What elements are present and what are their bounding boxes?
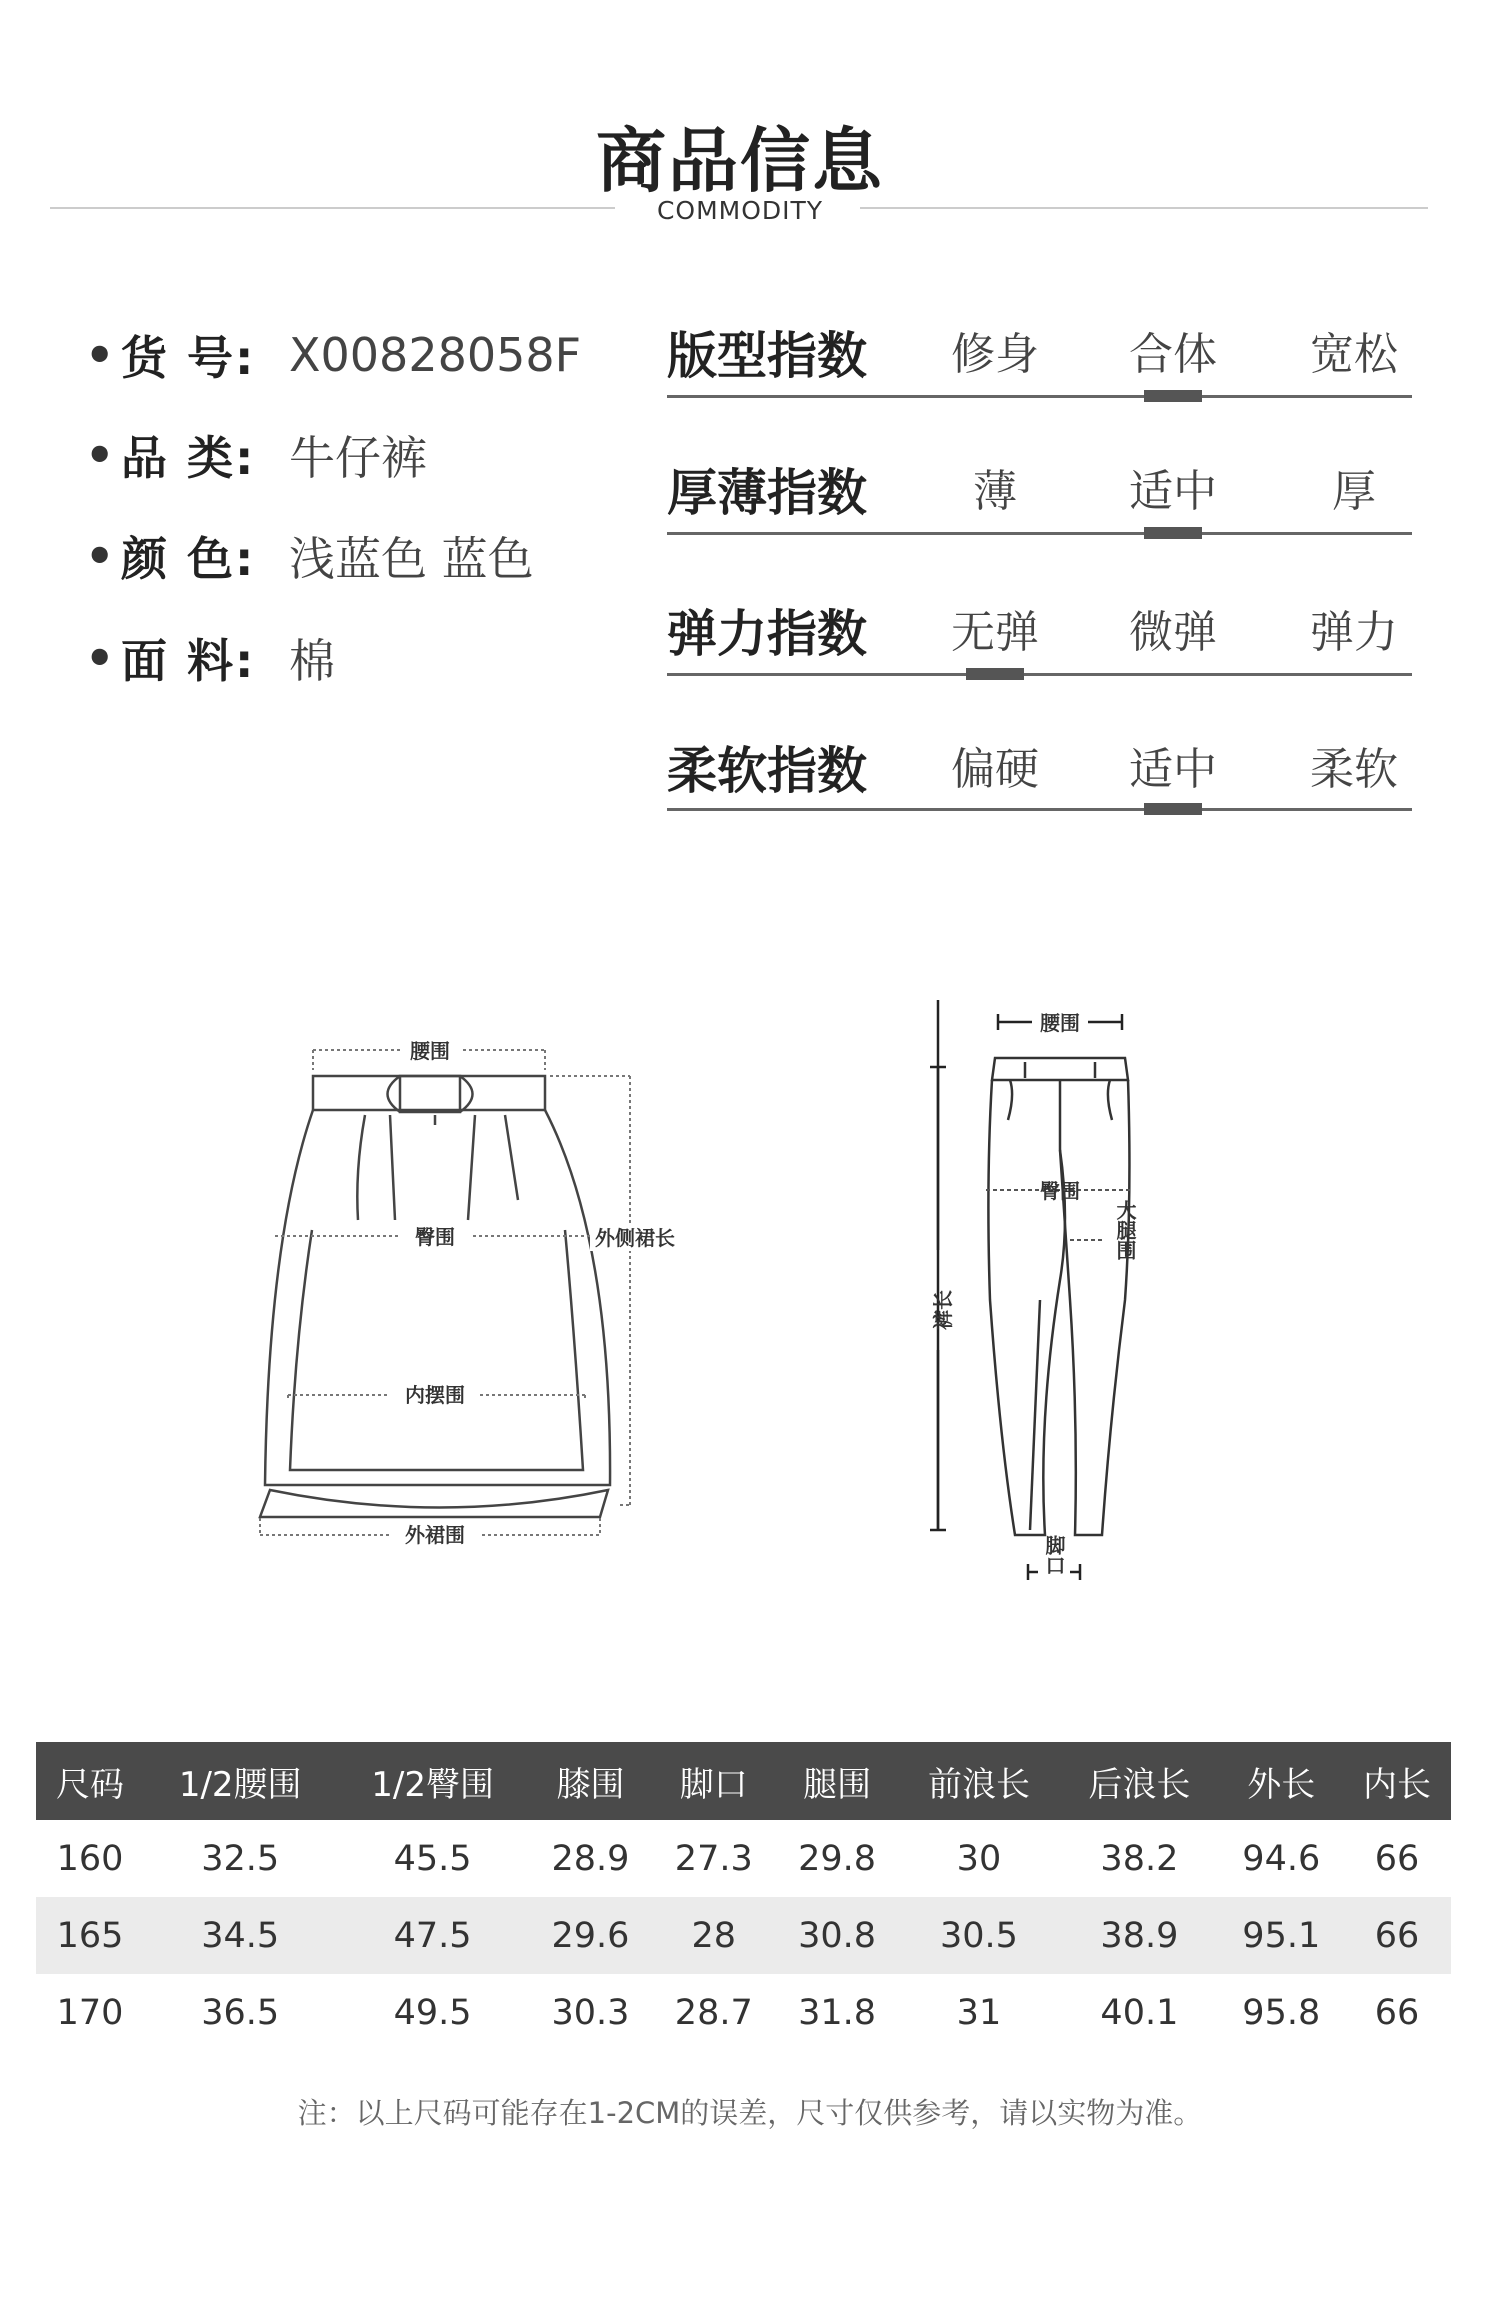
scale-name: 弹力指数 <box>667 605 867 663</box>
scale-option: 微弹 <box>1129 607 1217 658</box>
table-cell: 95.1 <box>1220 1897 1343 1974</box>
table-row <box>36 1897 1451 1974</box>
table-cell: 38.2 <box>1100 1838 1179 1879</box>
table-cell: 94.6 <box>1242 1838 1321 1879</box>
table-cell: 29.6 <box>529 1897 652 1974</box>
table-cell: 40.1 <box>1100 1992 1179 2033</box>
table-cell: 160 <box>56 1838 124 1879</box>
bullet-icon: • <box>85 631 115 685</box>
scale-track <box>667 395 1412 398</box>
scale-option: 合体 <box>1129 329 1217 380</box>
size-table <box>36 1742 1451 2051</box>
table-header-row <box>36 1742 1451 1820</box>
skirt-diagram <box>240 1020 700 1560</box>
info-label: 面 料: <box>121 634 256 688</box>
scale-name: 版型指数 <box>667 327 867 385</box>
table-cell: 30 <box>956 1838 1002 1879</box>
pants-label-hip: 臀围 <box>1040 1179 1080 1203</box>
info-label: 颜 色: <box>121 532 256 586</box>
table-row <box>36 1820 1451 1897</box>
pants-diagram <box>920 1000 1190 1600</box>
scale-option: 弹力 <box>1310 607 1398 658</box>
pants-label-length: 裤长 <box>931 1290 955 1330</box>
column-header: 后浪长 <box>1059 1742 1219 1820</box>
table-cell: 31 <box>956 1992 1002 2033</box>
scale-track <box>667 532 1412 535</box>
table-cell: 29.8 <box>798 1838 877 1879</box>
table-cell: 49.5 <box>393 1992 472 2033</box>
bullet-icon: • <box>85 428 115 482</box>
divider-right <box>860 207 1428 209</box>
bullet-icon: • <box>85 328 115 382</box>
info-label: 货 号: <box>121 331 256 385</box>
skirt-label-outer-hem: 外裙围 <box>405 1523 465 1547</box>
table-cell: 45.5 <box>393 1838 472 1879</box>
table-cell: 30.8 <box>775 1897 898 1974</box>
table-cell: 66 <box>1374 1992 1420 2033</box>
column-header: 尺码 <box>36 1742 144 1820</box>
table-cell: 170 <box>56 1992 124 2033</box>
scale-option: 无弹 <box>951 607 1039 658</box>
column-header: 外长 <box>1220 1742 1343 1820</box>
table-cell: 66 <box>1343 1897 1451 1974</box>
info-value: 浅蓝色 蓝色 <box>289 532 534 586</box>
scale-name: 柔软指数 <box>667 742 867 800</box>
pants-label-cuff <box>1042 1534 1066 1575</box>
table-cell: 30.5 <box>899 1897 1059 1974</box>
disclaimer-note: 注：以上尺码可能存在1-2CM的误差，尺寸仅供参考，请以实物为准。 <box>297 2096 1203 2130</box>
table-cell: 28.9 <box>551 1838 630 1879</box>
info-value: 牛仔裤 <box>289 431 427 485</box>
table-cell: 38.9 <box>1059 1897 1219 1974</box>
table-cell: 30.3 <box>551 1992 630 2033</box>
skirt-label-inner-hem: 内摆围 <box>405 1383 465 1407</box>
skirt-label-waist: 腰围 <box>410 1039 450 1063</box>
info-value: 棉 <box>289 634 335 688</box>
pants-label-waist: 腰围 <box>1040 1011 1080 1035</box>
table-cell: 32.5 <box>201 1838 280 1879</box>
table-cell: 28 <box>652 1897 775 1974</box>
pants-label-cuff-text: 脚口 <box>1042 1535 1066 1575</box>
scale-indicator <box>966 668 1024 680</box>
scale-track <box>667 673 1412 676</box>
scale-option: 厚 <box>1332 466 1376 517</box>
column-header: 前浪长 <box>899 1742 1059 1820</box>
scale-indicator <box>1144 390 1202 402</box>
table-cell: 28.7 <box>674 1992 753 2033</box>
scale-option: 适中 <box>1129 744 1217 795</box>
table-cell: 165 <box>36 1897 144 1974</box>
scale-option: 宽松 <box>1310 329 1398 380</box>
scale-option: 柔软 <box>1310 744 1398 795</box>
info-item-color <box>85 523 534 589</box>
pants-label-thigh-text: 大腿围 <box>1113 1200 1137 1260</box>
column-header: 腿围 <box>775 1742 898 1820</box>
table-cell: 66 <box>1374 1838 1420 1879</box>
column-header: 内长 <box>1343 1742 1451 1820</box>
scale-option: 偏硬 <box>951 744 1039 795</box>
scale-indicator <box>1144 803 1202 815</box>
table-cell: 34.5 <box>144 1897 336 1974</box>
table-cell: 27.3 <box>674 1838 753 1879</box>
info-label: 品 类: <box>121 431 256 485</box>
table-row <box>36 1974 1451 2051</box>
skirt-label-outer-length: 外侧裙长 <box>595 1226 675 1250</box>
info-item-category <box>85 422 427 488</box>
scale-option: 适中 <box>1129 466 1217 517</box>
pants-label-thigh <box>1113 1199 1137 1260</box>
table-cell: 31.8 <box>798 1992 877 2033</box>
table-cell: 36.5 <box>201 1992 280 2033</box>
page-title: 商品信息 <box>596 120 884 202</box>
skirt-label-hip: 臀围 <box>415 1225 455 1249</box>
column-header: 膝围 <box>529 1742 652 1820</box>
info-item-fabric <box>85 625 335 691</box>
scale-option: 修身 <box>951 329 1039 380</box>
info-value: X00828058F <box>289 328 582 382</box>
bullet-icon: • <box>85 529 115 583</box>
table-cell: 47.5 <box>336 1897 528 1974</box>
scale-name: 厚薄指数 <box>667 464 867 522</box>
column-header: 1/2腰围 <box>144 1742 336 1820</box>
page-subtitle: COMMODITY <box>656 196 824 225</box>
table-cell: 95.8 <box>1242 1992 1321 2033</box>
info-item-sku <box>85 322 581 388</box>
column-header: 1/2臀围 <box>336 1742 528 1820</box>
column-header: 脚口 <box>652 1742 775 1820</box>
scale-option: 薄 <box>973 466 1017 517</box>
scale-track <box>667 808 1412 811</box>
scale-indicator <box>1144 527 1202 539</box>
